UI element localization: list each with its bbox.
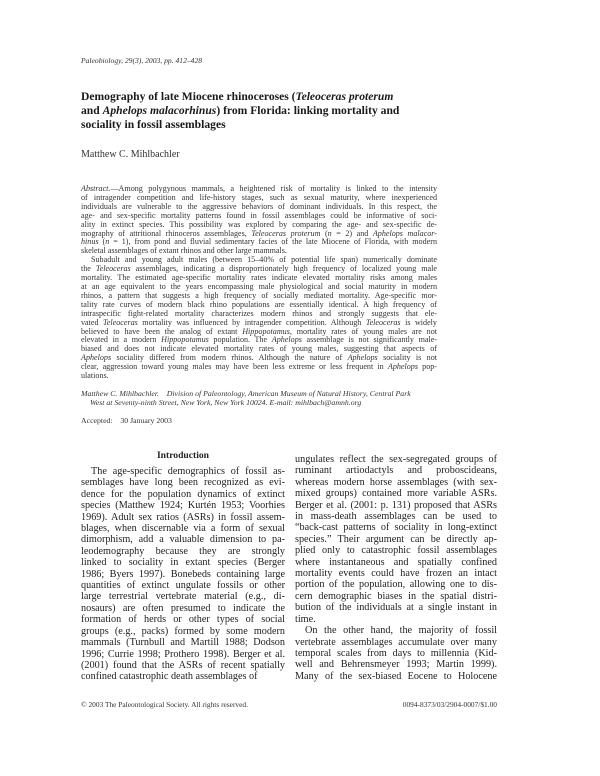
text-segment: semblages have long been recognized as evi- <box>81 477 285 489</box>
text-line <box>81 614 285 625</box>
italic-text: Matthew C. Mihlbachler. Division of Paleontology, American Museum of Natural History, Central Park <box>81 389 411 398</box>
paragraph <box>81 256 437 381</box>
text-segment: mortality events could have frozen an intact <box>295 568 497 580</box>
text-segment: dence for the population dynamics of extinct <box>81 488 285 500</box>
text-segment: portion of the population, allowing one to dis- <box>295 579 497 591</box>
text-segment: bution of the individuals at a single instant in <box>295 602 497 614</box>
text-segment: , mortality rates of young males are not <box>289 326 438 336</box>
text-segment: ( <box>98 237 106 247</box>
text-segment: 1969). Adult sex ratios (ASRs) in fossil assem- <box>81 511 285 523</box>
italic-text: Hippopotamus <box>161 335 209 345</box>
text-line <box>81 489 285 500</box>
text-segment: whereas modern horse assemblages (with sex- <box>295 476 497 488</box>
text-segment: mortality. The estimated age-specific mortality rates indicate elevated mortality risks among males <box>81 273 437 283</box>
text-line <box>295 465 497 476</box>
paragraph <box>295 625 497 682</box>
text-segment: —Among polygynous mammals, a heightened risk of mortality is linked to the intensity <box>110 184 437 193</box>
text-segment: species.” Their argument can be directly ap- <box>295 533 497 545</box>
section-heading-introduction: Introduction <box>156 450 210 461</box>
text-line <box>295 659 497 670</box>
text-line <box>295 557 497 568</box>
italic-text: Teleoceras <box>103 317 138 327</box>
italic-text: Aphelops <box>271 335 302 345</box>
paragraph <box>295 454 497 625</box>
italic-text: Teleoceras proterum <box>251 228 321 238</box>
text-segment: elevated in a modern <box>81 335 162 345</box>
text-segment: large terrestrial vertebrate material (e.g., di- <box>81 591 285 603</box>
text-line <box>295 522 497 533</box>
text-segment: vertebrate assemblages accumulate over many <box>295 636 497 648</box>
accepted-date: Accepted: 30 January 2003 <box>81 416 172 425</box>
text-segment: mortality was influenced by intragender competition. Although <box>137 317 366 327</box>
text-segment: ality in extinct species. This possibility was explored by comparing the age- and sex-specific de- <box>81 219 437 229</box>
text-line <box>295 625 497 636</box>
text-segment: On the other hand, the majority of fossil <box>305 625 497 637</box>
text-line <box>295 648 497 659</box>
text-line <box>81 398 441 407</box>
text-line <box>295 511 497 522</box>
text-segment: sociality differed from modern rhinos. Although the nature of <box>111 353 348 363</box>
text-line <box>295 568 497 579</box>
text-line <box>295 477 497 488</box>
text-line <box>81 104 431 118</box>
text-segment: formation of herds or other types of social <box>81 614 285 626</box>
text-segment: is widely <box>400 317 437 327</box>
text-line <box>81 389 441 398</box>
text-line <box>295 671 497 682</box>
text-line <box>81 500 285 511</box>
italic-text: Teleoceras <box>365 317 401 327</box>
text-segment: pop- <box>418 362 438 372</box>
text-segment: Demography of late Miocene rhinoceroses ( <box>81 90 296 103</box>
text-line <box>295 637 497 648</box>
text-segment: the <box>81 264 96 274</box>
text-segment: well and Behrensmeyer 1993; Martin 1999). <box>295 659 497 671</box>
text-segment: mography of attritional rhinoceros assemblages, <box>81 228 252 238</box>
text-segment: rhinos, a pattern that suggests a high frequency of socially mediated mortality. Age-specific mor- <box>81 290 437 300</box>
text-segment: ( <box>320 228 328 238</box>
text-segment: mammals (Turnbull and Martill 1988; Dodson <box>81 637 285 649</box>
text-line <box>81 546 285 557</box>
italic-text: Teleoceras proterum <box>295 90 394 103</box>
italic-text: West at Seventy-ninth Street, New York, New York 10024. E-mail: mihlbach@amnh.org <box>90 398 362 407</box>
text-line <box>81 603 285 614</box>
text-segment: vated <box>81 317 104 327</box>
text-segment: where instantaneous and spatially confined <box>295 556 497 568</box>
text-segment: clear, aggression toward young males may have been less extreme or less frequent in <box>81 362 388 372</box>
text-segment: ruminant artiodactyls and proboscideans, <box>295 465 497 477</box>
italic-text: hinus <box>81 237 99 247</box>
text-segment: cern demographic biases in the spatial distri- <box>295 590 497 602</box>
text-line <box>81 477 285 488</box>
paragraph <box>81 389 441 407</box>
text-line <box>295 534 497 545</box>
text-segment: = 2) and <box>331 228 373 238</box>
text-line <box>295 500 497 511</box>
text-line <box>295 602 497 613</box>
text-segment: Berger et al. (2001: p. 131) proposed that ASRs <box>295 499 497 511</box>
paragraph <box>81 185 437 256</box>
text-segment: blages, when discernable via a form of sexual <box>81 523 285 535</box>
italic-text: Aphelops <box>347 353 378 363</box>
text-segment: sociality is not <box>377 353 438 363</box>
italic-text: n <box>105 237 110 247</box>
text-segment: skeletal assemblages of extant rhinos and other large mammals. <box>81 246 287 256</box>
paper-title <box>81 90 431 132</box>
author-name: Matthew C. Mihlbachler <box>81 149 180 160</box>
text-segment: assemblage is not significantly male- <box>301 335 437 345</box>
text-line <box>81 90 431 104</box>
text-segment: ) from Florida: linking mortality and <box>216 104 400 117</box>
text-segment: = 1), from pond and fluvial sedimentary facies of the late Miocene of Florida, with modern <box>109 237 437 247</box>
italic-text: Abstract. <box>81 184 111 193</box>
text-line <box>81 671 285 682</box>
text-line <box>295 454 497 465</box>
text-segment: in mass-death assemblages can be used to <box>295 511 497 523</box>
text-segment: of intragender competition and life-history stages, such as sexual maturity, where inexperienced <box>81 192 437 202</box>
text-line <box>81 591 285 602</box>
text-segment: species (Matthew 1924; Kurtén 1953; Voorhies <box>81 500 285 512</box>
text-line <box>81 372 437 381</box>
text-segment: The age-specific demographics of fossil as- <box>91 466 285 477</box>
text-segment: plied only to catastrophic fossil assemblages <box>295 545 497 557</box>
text-segment: 1996; Currie 1998; Prothero 1998). Berger et al. <box>81 648 285 660</box>
text-segment: believed to have been the analog of extant <box>81 326 243 336</box>
text-line <box>81 569 285 580</box>
text-segment: quantities of extinct ungulate fossils or other <box>81 580 285 592</box>
text-line <box>295 488 497 499</box>
abstract <box>81 185 437 381</box>
italic-text: Teleoceras <box>95 264 131 274</box>
text-segment: time. <box>295 613 316 625</box>
text-segment: intraspecific fight-related mortality characterizes modern rhinos and strongly suggests that ele- <box>81 308 437 318</box>
author-affiliation <box>81 389 441 407</box>
italic-text: Hippopotamus <box>242 326 290 336</box>
text-segment: “back-cast patterns of sociality in long-extinct <box>295 522 497 534</box>
body-column-left <box>81 466 285 683</box>
text-segment: ungulates reflect the sex-segregated groups of <box>295 454 497 465</box>
text-line <box>295 545 497 556</box>
text-line <box>81 580 285 591</box>
footer-copyright: © 2003 The Paleontological Society. All rights reserved. <box>81 700 248 709</box>
italic-text: Aphelops malacor- <box>372 228 437 238</box>
italic-text: Aphelops <box>81 353 112 363</box>
text-segment: temporal scales from days to millennia (Kid- <box>295 647 497 659</box>
text-segment: at an age equivalent to the years encompassing male physiological and social maturity in modern <box>81 281 437 291</box>
text-segment: 1986; Byers 1997). Bonebeds containing large <box>81 568 285 580</box>
text-line <box>295 591 497 602</box>
text-line <box>295 614 497 625</box>
text-segment: groups (e.g., packs) formed by some modern <box>81 625 285 637</box>
text-segment: sociality in fossil assemblages <box>81 118 226 131</box>
text-line <box>81 363 437 372</box>
paragraph <box>81 90 431 132</box>
text-segment: ulations. <box>81 371 109 381</box>
text-line <box>81 512 285 523</box>
italic-text: Aphelops <box>387 362 418 372</box>
text-line <box>81 557 285 568</box>
text-segment: assemblages, indicating a disproportionately high frequency of localized young male <box>130 264 437 274</box>
italic-text: n <box>327 228 332 238</box>
text-segment: Many of the sex-biased Eocene to Holocene <box>295 670 497 682</box>
text-segment: linked to sociality in extant species (Berger <box>81 557 285 569</box>
text-line <box>81 660 285 671</box>
text-segment: tality rate curves of modern black rhino populations are essentially identical. A high frequency of <box>81 299 437 309</box>
text-segment: nosaurs) are often presumed to indicate the <box>81 602 285 614</box>
text-line <box>81 649 285 660</box>
text-line <box>81 466 285 477</box>
text-segment: population. The <box>208 335 272 345</box>
text-line <box>81 626 285 637</box>
text-segment: Subadult and young adult males (between 15–40% of potential life span) numerically dominate <box>91 255 437 265</box>
text-segment: (2001) found that the ASRs of recent spatially <box>81 659 285 671</box>
text-segment: confined catastrophic death assemblages of <box>81 671 258 683</box>
text-segment: leodemography because they are strongly <box>81 545 285 557</box>
text-segment: dimorphism, add a valuable dimension to pa- <box>81 534 285 546</box>
text-line <box>81 118 431 132</box>
text-segment: mixed groups) contained more variable ASRs. <box>295 488 497 500</box>
text-line <box>81 523 285 534</box>
text-line <box>295 579 497 590</box>
text-segment: biased and does not indicate elevated mortality rates of young males, suggesting that aspects of <box>81 344 437 354</box>
paragraph <box>81 466 285 683</box>
text-segment: individuals are vulnerable to the aggressive behaviors of dominant individuals. In this respect, the <box>81 201 437 211</box>
footer-article-code: 0094-8373/03/2904-0007/$1.00 <box>402 700 497 709</box>
text-segment: age- and sex-specific mortality patterns found in fossil assemblages could be informative of soci- <box>81 210 437 220</box>
text-segment: and <box>81 104 103 117</box>
text-line <box>81 637 285 648</box>
italic-text: Aphelops malacorhinus <box>102 104 217 117</box>
body-column-right <box>295 454 497 682</box>
journal-citation: Paleobiology, 29(3), 2003, pp. 412–428 <box>81 56 203 65</box>
text-line <box>81 534 285 545</box>
